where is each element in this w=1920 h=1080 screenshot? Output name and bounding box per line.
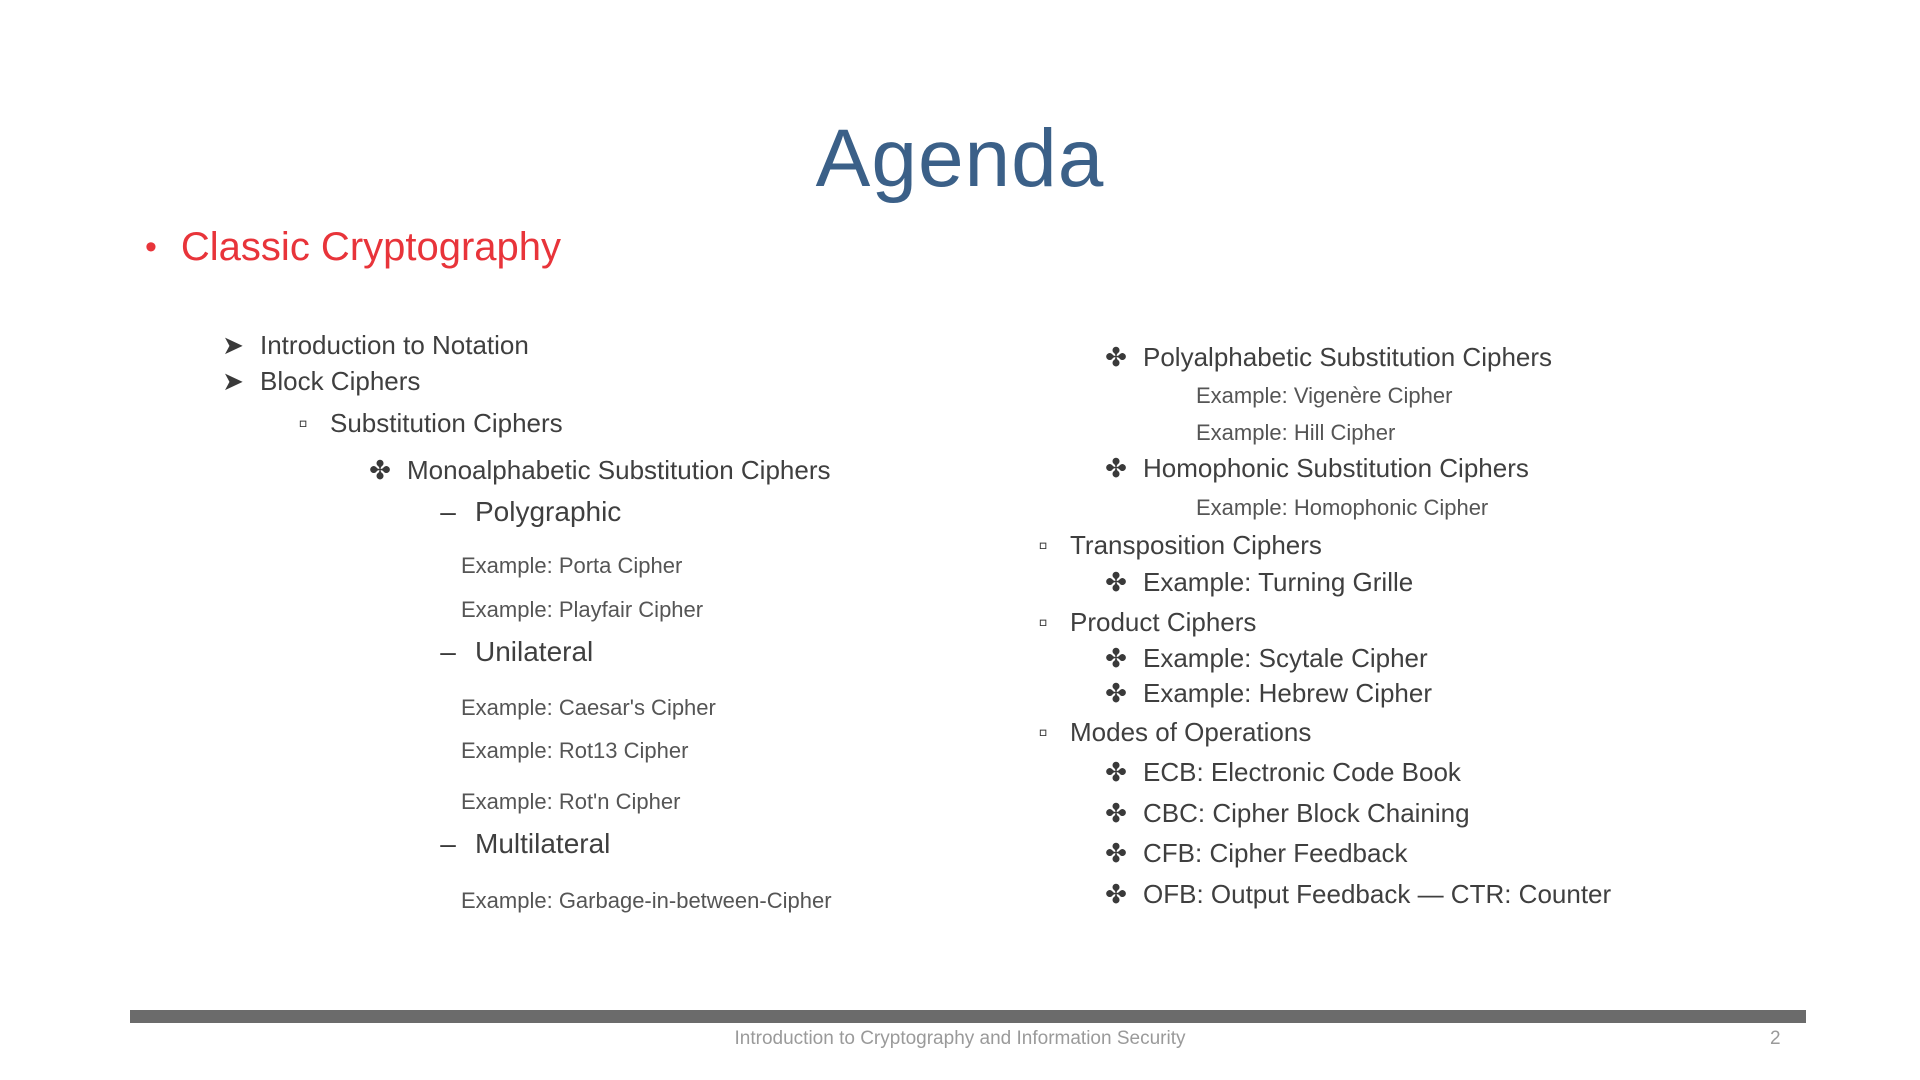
list-item-monoalphabetic xyxy=(367,455,830,486)
cross-bullet-icon: ✤ xyxy=(1105,567,1127,597)
list-item-label: Example: Homophonic Cipher xyxy=(1196,495,1489,520)
page-number: 2 xyxy=(1770,1028,1781,1049)
list-item-polygraphic xyxy=(435,496,621,528)
cross-bullet-icon: ✤ xyxy=(369,455,391,485)
list-item-block-ciphers xyxy=(220,366,420,397)
list-item-example xyxy=(461,695,716,721)
list-item-example xyxy=(461,597,703,623)
list-item-label: Polygraphic xyxy=(475,496,622,527)
list-item-ofb xyxy=(1103,879,1611,910)
list-item-label: Example: Scytale Cipher xyxy=(1143,643,1428,673)
list-item-label: Unilateral xyxy=(475,636,594,667)
cross-bullet-icon: ✤ xyxy=(1105,838,1127,868)
main-bullet-text: Classic Cryptography xyxy=(180,225,562,269)
bullet-dot-icon: • xyxy=(145,228,157,266)
list-item-label: Example: Rot'n Cipher xyxy=(461,789,681,814)
list-item-label: OFB: Output Feedback — CTR: Counter xyxy=(1143,879,1612,909)
list-item-label: CFB: Cipher Feedback xyxy=(1143,838,1408,868)
list-item-homophonic xyxy=(1103,453,1529,484)
list-item-hebrew xyxy=(1103,678,1432,709)
arrow-bullet-icon: ➤ xyxy=(222,366,244,396)
list-item-label: Example: Caesar's Cipher xyxy=(461,695,716,720)
list-item-multilateral xyxy=(435,828,610,860)
list-item-example xyxy=(1196,420,1395,446)
list-item-example xyxy=(1196,383,1452,409)
list-item-cbc xyxy=(1103,798,1470,829)
list-item-label: Example: Garbage-in-between-Cipher xyxy=(461,888,832,913)
list-item-label: CBC: Cipher Block Chaining xyxy=(1143,798,1470,828)
list-item-label: ECB: Electronic Code Book xyxy=(1143,757,1461,787)
main-bullet xyxy=(145,225,561,270)
list-item-product xyxy=(1030,607,1256,638)
list-item-example xyxy=(461,553,682,579)
dash-bullet-icon: – xyxy=(440,636,456,667)
list-item-label: Polyalphabetic Substitution Ciphers xyxy=(1143,342,1553,372)
list-item-ecb xyxy=(1103,757,1461,788)
cross-bullet-icon: ✤ xyxy=(1105,643,1127,673)
list-item-notation xyxy=(220,330,529,361)
list-item-label: Product Ciphers xyxy=(1070,607,1257,637)
cross-bullet-icon: ✤ xyxy=(1105,879,1127,909)
dash-bullet-icon: – xyxy=(440,828,456,859)
footer-text: Introduction to Cryptography and Information Security xyxy=(734,1028,1186,1049)
list-item-label: Multilateral xyxy=(475,828,611,859)
slide-title: Agenda xyxy=(815,113,1105,204)
list-item-label: Monoalphabetic Substitution Ciphers xyxy=(407,455,831,485)
list-item-label: Example: Hill Cipher xyxy=(1196,420,1396,445)
list-item-label: Example: Porta Cipher xyxy=(461,553,683,578)
list-item-label: Transposition Ciphers xyxy=(1070,530,1322,560)
list-item-label: Substitution Ciphers xyxy=(330,408,563,438)
cross-bullet-icon: ✤ xyxy=(1105,757,1127,787)
list-item-label: Example: Vigenère Cipher xyxy=(1196,383,1453,408)
square-bullet-icon: ▫ xyxy=(298,408,308,438)
cross-bullet-icon: ✤ xyxy=(1105,342,1127,372)
list-item-label: Modes of Operations xyxy=(1070,717,1312,747)
list-item-example xyxy=(461,888,832,914)
list-item-polyalphabetic xyxy=(1103,342,1552,373)
list-item-label: Example: Hebrew Cipher xyxy=(1143,678,1433,708)
square-bullet-icon: ▫ xyxy=(1038,530,1048,560)
list-item-cfb xyxy=(1103,838,1407,869)
cross-bullet-icon: ✤ xyxy=(1105,678,1127,708)
list-item-label: Homophonic Substitution Ciphers xyxy=(1143,453,1529,483)
dash-bullet-icon: – xyxy=(440,496,456,527)
list-item-modes xyxy=(1030,717,1311,748)
square-bullet-icon: ▫ xyxy=(1038,607,1048,637)
arrow-bullet-icon: ➤ xyxy=(222,330,244,360)
list-item-example xyxy=(461,789,680,815)
list-item-label: Example: Turning Grille xyxy=(1143,567,1414,597)
list-item-substitution xyxy=(290,408,563,439)
cross-bullet-icon: ✤ xyxy=(1105,798,1127,828)
list-item-example xyxy=(461,738,688,764)
cross-bullet-icon: ✤ xyxy=(1105,453,1127,483)
list-item-unilateral xyxy=(435,636,593,668)
list-item-scytale xyxy=(1103,643,1428,674)
square-bullet-icon: ▫ xyxy=(1038,717,1048,747)
list-item-label: Block Ciphers xyxy=(260,366,421,396)
list-item-turning-grille xyxy=(1103,567,1413,598)
footer-divider xyxy=(130,1010,1806,1023)
list-item-label: Example: Rot13 Cipher xyxy=(461,738,689,763)
list-item-example xyxy=(1196,495,1488,521)
list-item-transposition xyxy=(1030,530,1322,561)
list-item-label: Introduction to Notation xyxy=(260,330,529,360)
list-item-label: Example: Playfair Cipher xyxy=(461,597,704,622)
